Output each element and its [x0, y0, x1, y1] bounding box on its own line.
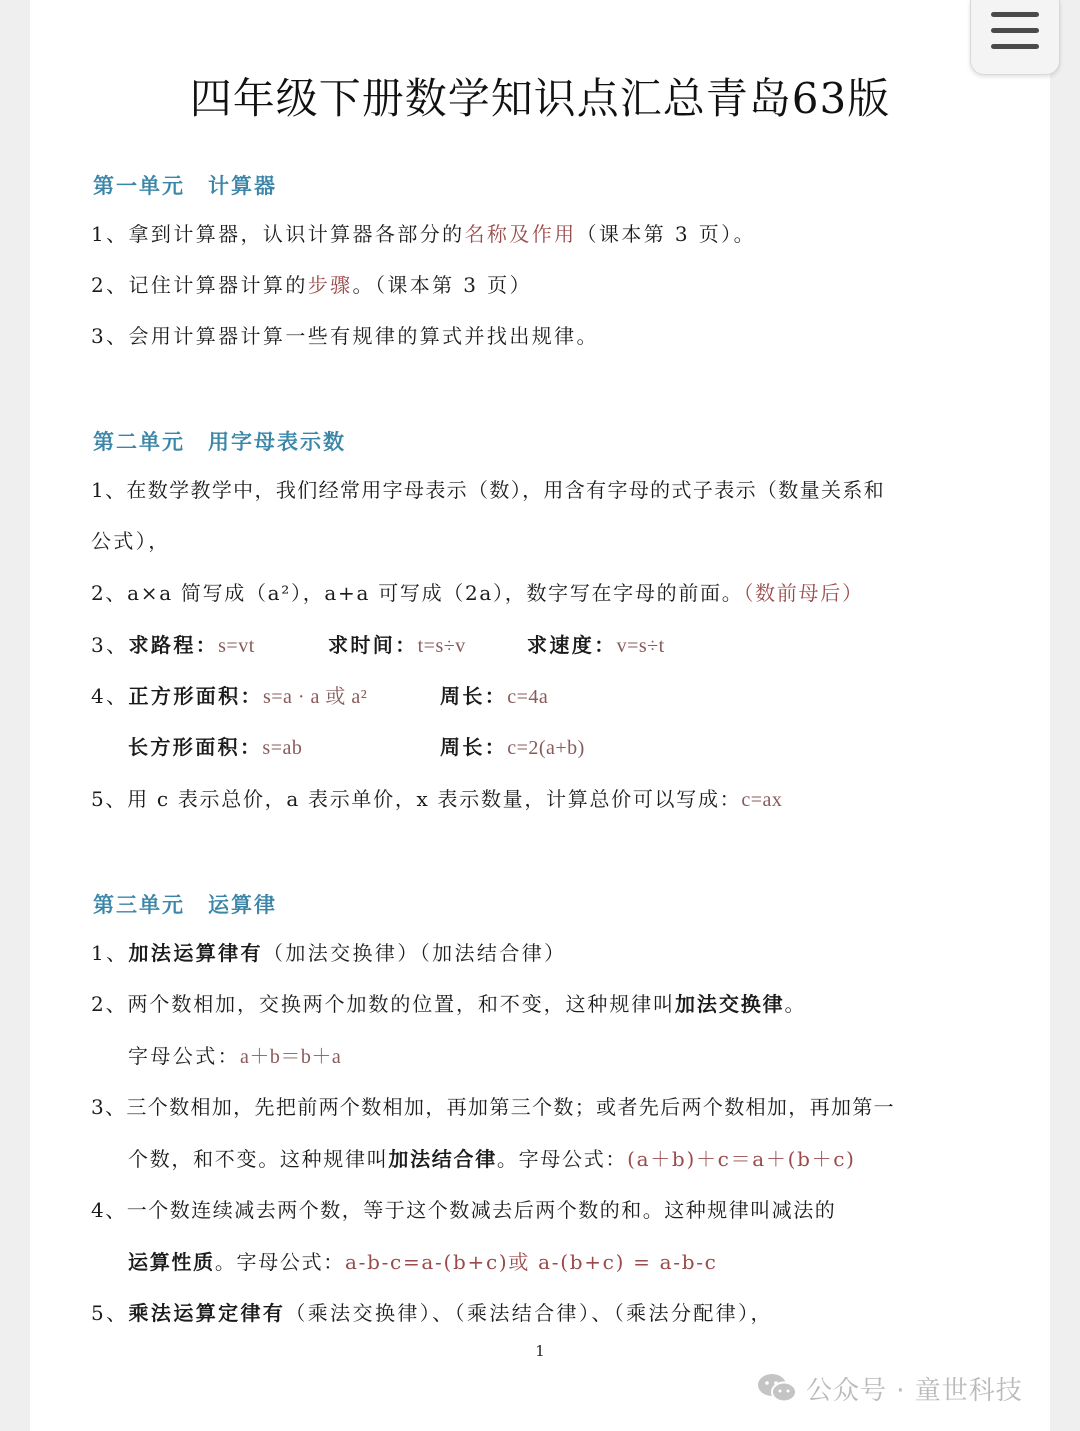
unit1-heading: 第一单元 计算器	[93, 173, 277, 198]
unit1-line3: 3、会用计算器计算一些有规律的算式并找出规律。	[91, 324, 599, 348]
menu-icon	[991, 12, 1039, 17]
unit3-line3: 3、三个数相加，先把前两个数相加，再加第三个数；或者先后两个数相加，再加第一	[91, 1095, 896, 1119]
unit3-line1: 1、加法运算律有（加法交换律）（加法结合律）	[91, 941, 567, 965]
unit2-line4: 4、正方形面积：s=a · a 或 a²	[91, 684, 368, 708]
unit2-line5: 5、用 c 表示总价，a 表示单价，x 表示数量，计算总价可以写成：c=ax	[91, 787, 783, 811]
unit2-line3: 3、求路程：s=vt	[91, 633, 255, 657]
unit2-rect-area: 长方形面积：s=ab	[128, 735, 303, 759]
menu-button[interactable]	[970, 0, 1060, 75]
unit2-line1: 1、在数学教学中，我们经常用字母表示（数），用含有字母的式子表示（数量关系和	[91, 478, 886, 502]
page-number: 1	[535, 1342, 545, 1360]
unit2-line2: 2、a×a 简写成（a²），a+a 可写成（2a），数字写在字母的前面。（数前母后）	[91, 581, 864, 605]
unit3-line2-formula: 字母公式：a＋b＝b＋a	[128, 1044, 342, 1068]
unit3-heading: 第三单元 运算律	[93, 892, 277, 917]
menu-icon	[991, 44, 1039, 49]
page-title: 四年级下册数学知识点汇总青岛63版	[189, 74, 891, 123]
unit1-line2: 2、记住计算器计算的步骤。（课本第 3 页）	[91, 273, 532, 297]
watermark-text: 公众号 · 童世科技	[806, 1375, 1023, 1406]
unit3-line2: 2、两个数相加，交换两个加数的位置，和不变，这种规律叫加法交换律。	[91, 992, 807, 1016]
unit2-rect-perimeter: 周长：c=2(a+b)	[440, 735, 585, 759]
wechat-icon	[756, 1371, 798, 1405]
unit2-line1-cont: 公式），	[91, 529, 171, 553]
menu-icon	[991, 28, 1039, 33]
unit2-speed-formula: 求速度：v=s÷t	[527, 633, 665, 657]
unit1-line1: 1、拿到计算器，认识计算器各部分的名称及作用（课本第 3 页）。	[91, 222, 756, 246]
unit2-time-formula: 求时间：t=s÷v	[328, 633, 466, 657]
unit3-line4-cont: 运算性质。字母公式：a-b-c=a-(b+c)或 a-(b+c) = a-b-c	[128, 1250, 718, 1274]
unit2-square-perimeter: 周长：c=4a	[440, 684, 549, 708]
unit3-line4: 4、一个数连续减去两个数，等于这个数减去后两个数的和。这种规律叫减法的	[91, 1198, 837, 1222]
unit2-heading: 第二单元 用字母表示数	[93, 429, 346, 454]
unit3-line5: 5、乘法运算定律有（乘法交换律）、（乘法结合律）、（乘法分配律），	[91, 1301, 773, 1325]
unit3-line3-cont: 个数，和不变。这种规律叫加法结合律。字母公式：(a＋b)＋c＝a＋(b＋c)	[128, 1147, 856, 1171]
watermark	[756, 1368, 1023, 1408]
